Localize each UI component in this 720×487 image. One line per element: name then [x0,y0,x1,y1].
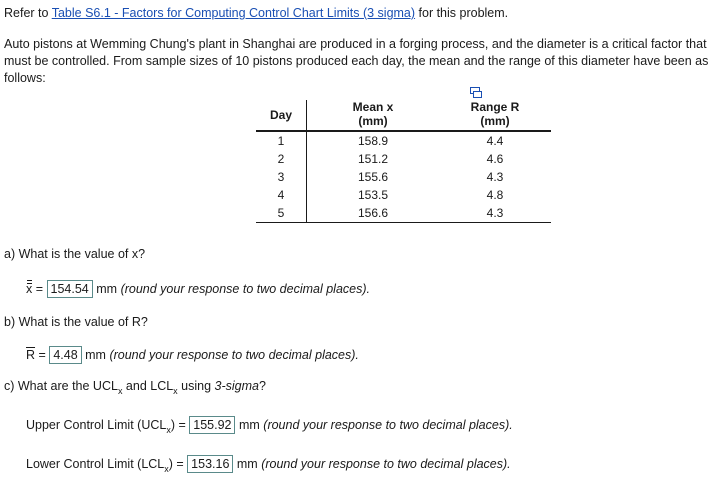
part-c-and: and LCL [122,379,174,393]
lcl-answer-line [26,455,511,473]
header-day: Day [256,100,307,131]
intro-prefix: Refer to [4,6,52,20]
row-day: 2 [277,152,285,166]
x-double-bar-answer-field[interactable]: 154.54 [47,280,93,298]
part-c-prefix: c) What are the UCL [4,379,118,393]
rounding-hint: (round your response to two decimal places). [120,282,370,296]
unit-label: mm [96,282,118,296]
unit-label: mm [85,348,106,362]
subscript-x: x [166,425,171,435]
ucl-answer-line [26,416,513,434]
part-b-question: b) What is the value of R? [4,315,148,329]
data-table [256,100,551,223]
subscript-x: x [117,386,123,396]
row-day: 3 [277,170,285,184]
part-b-answer-line [26,346,359,364]
ucl-label: Upper Control Limit (UCL [26,418,167,432]
r-bar-answer-field[interactable]: 4.48 [49,346,81,364]
row-day: 5 [256,204,307,223]
header-range [439,100,551,131]
table-row [256,204,551,223]
unit-label: mm [236,457,258,471]
table-reference-link[interactable]: Table S6.1 - Factors for Computing Control Chart Limits (3 sigma) [51,6,416,20]
table-row [256,150,551,168]
part-c-question [4,379,266,396]
table-row [256,186,551,204]
subscript-x: x [173,386,178,396]
x-double-bar-symbol: x [26,282,33,296]
row-mean: 158.9 [307,131,440,150]
equals-sign: = [35,282,44,296]
r-bar-symbol: $\overline{R}$ [26,348,36,362]
row-day: 4 [277,188,285,202]
part-a-question: a) What is the value of x? [4,247,146,261]
header-range-label: Range R [470,100,520,114]
row-mean: 156.6 [307,204,440,223]
rounding-hint: (round your response to two decimal places). [261,457,511,471]
row-mean: 155.6 [307,168,440,186]
subscript-x: x [164,464,169,474]
part-c-end: ? [258,379,266,393]
unit-label: mm [238,418,260,432]
part-c-using: using [177,379,215,393]
part-a-answer-line [26,280,370,298]
header-mean-label: Mean x [352,100,394,114]
table-row [256,168,551,186]
lcl-answer-field[interactable]: 153.16 [187,455,233,473]
lcl-close: ) = [168,457,184,471]
equals-sign: = [38,348,46,362]
rounding-hint: (round your response to two decimal places). [263,418,513,432]
header-mean [307,100,440,131]
table-row [256,131,551,150]
header-range-unit: (mm) [480,114,510,128]
header-mean-unit: (mm) [358,114,388,128]
problem-text: Auto pistons at Wemming Chung's plant in Shanghai are produced in a forging process, and the diameter is a critical factor that must be controlled. From sample sizes of 10 pistons produced each day, the mean and the range of this diameter have been as follows: [4,37,709,85]
row-range: 4.3 [486,170,504,184]
ucl-answer-field[interactable]: 155.92 [189,416,235,434]
row-range: 4.4 [486,134,504,148]
row-range: 4.6 [486,152,504,166]
intro-suffix: for this problem. [415,6,509,20]
row-day: 1 [277,134,285,148]
copy-table-icon[interactable] [470,87,482,101]
ucl-close: ) = [170,418,186,432]
part-c-method: 3-sigma [214,379,259,393]
row-range: 4.8 [486,188,504,202]
lcl-label: Lower Control Limit (LCL [26,457,165,471]
intro-line [4,6,508,20]
rounding-hint: (round your response to two decimal places). [109,348,359,362]
row-mean: 151.2 [307,150,440,168]
row-range: 4.3 [439,204,551,223]
row-mean: 153.5 [307,186,440,204]
